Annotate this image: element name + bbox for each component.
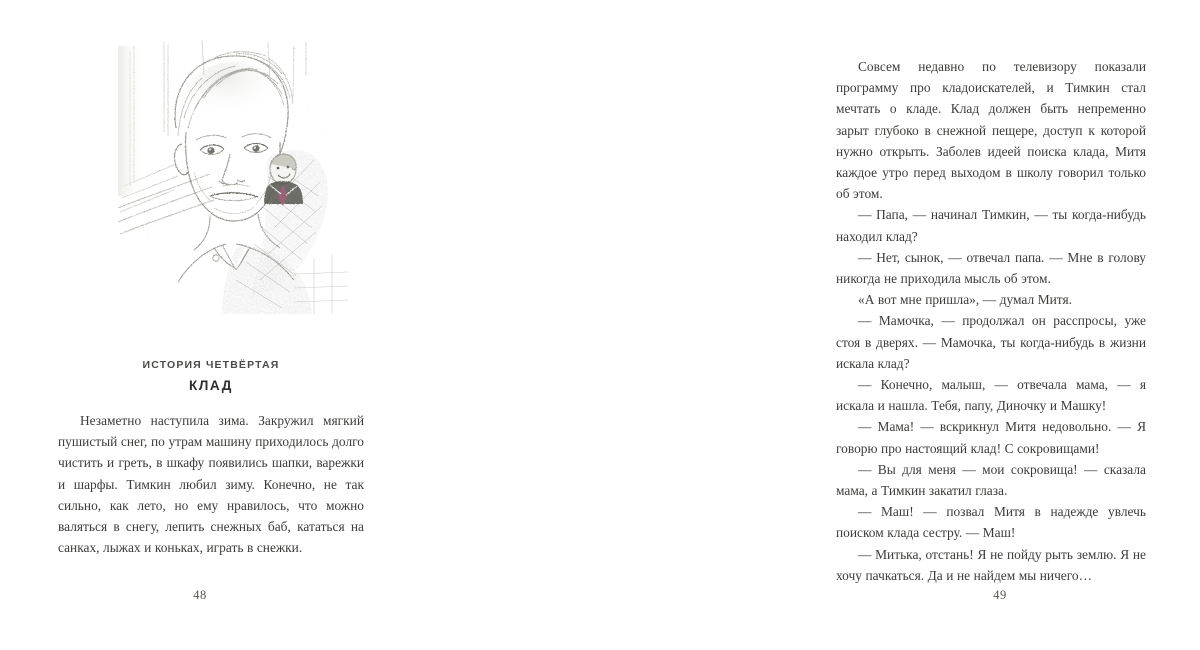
paragraph: Совсем недавно по телевизору показали программу про кладоискателей, и Тимкин стал мечтать о кладе. Клад должен быть непременно зарыт глубоко в снежной пещере, доступ к которой нужно открыть. Заболев идеей поиска клада, Митя каждое утро перед выходом в школу говорил только об этом. — [836, 59, 1146, 202]
right-page-text-column — [836, 56, 1146, 586]
paragraph: «А вот мне пришла», — думал Митя. — [858, 292, 1072, 308]
chapter-illustration — [118, 36, 348, 314]
paragraph: — Маш! — позвал Митя в надежде увлечь поиском клада сестру. — Маш! — [836, 504, 1146, 541]
left-page-text-column — [58, 410, 364, 558]
paragraph: Незаметно наступила зима. Закружил мягкий пушистый снег, по утрам машину приходилось долго чистить и греть, в шкафу появились шапки, варежки и шарфы. Тимкин любил зиму. Конечно, не так сильно, как лето, но ему нравилось, что можно валяться в снегу, лепить снежных баб, кататься на санках, лыжах и коньках, играть в снежки. — [58, 413, 364, 556]
paragraph: — Нет, сынок, — отвечал папа. — Мне в голову никогда не приходила мысль об этом. — [836, 249, 1146, 287]
paragraph: — Митька, отстань! Я не пойду рыть землю. Я не хочу пачкаться. Да и не найдем мы ничего… — [836, 546, 1146, 583]
paragraph: — Мамочка, — продолжал он расспросы, уже стоя в дверях. — Мамочка, ты когда-нибудь в жизни искала клад? — [836, 313, 1146, 371]
page-number-left: 48 — [193, 588, 207, 602]
page-left — [0, 0, 400, 650]
paragraph: — Конечно, малыш, — отвечала мама, — я искала и нашла. Тебя, папу, Диночку и Машку! — [836, 377, 1146, 414]
chapter-heading — [58, 358, 364, 394]
page-number-right: 49 — [993, 588, 1007, 602]
chapter-title: КЛАД — [189, 378, 233, 393]
paragraph: — Вы для меня — мои сокровища! — сказала мама, а Тимкин закатил глаза. — [836, 461, 1146, 499]
paragraph: — Папа, — начинал Тимкин, — ты когда-нибудь находил клад? — [836, 207, 1146, 244]
paragraph: — Мама! — вскрикнул Митя недовольно. — Я говорю про настоящий клад! С сокровищами! — [836, 419, 1146, 456]
page-right — [400, 0, 1146, 650]
chapter-kicker: ИСТОРИЯ ЧЕТВЁРТАЯ — [142, 359, 280, 371]
